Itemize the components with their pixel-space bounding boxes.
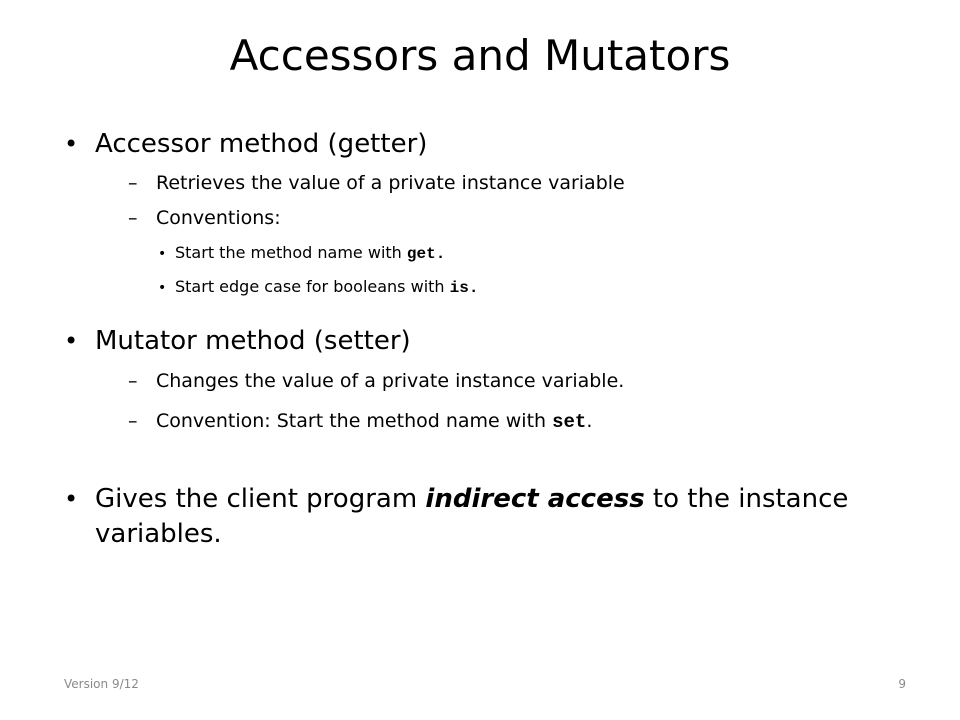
dash-marker: – bbox=[128, 207, 138, 229]
bullet-accessor bbox=[64, 127, 924, 162]
sub-bullet-text bbox=[156, 408, 928, 435]
text-run: Start edge case for booleans with bbox=[175, 277, 450, 296]
bullet-marker: • bbox=[64, 327, 79, 355]
sub-bullet-changes bbox=[128, 368, 928, 394]
text-run: Gives the client program bbox=[95, 484, 426, 514]
text-run: Convention: Start the method name with bbox=[156, 410, 553, 432]
sub-bullet-text: Changes the value of a private instance variable. bbox=[156, 370, 625, 392]
bullet-text: Accessor method (getter) bbox=[95, 129, 428, 159]
footer-version: Version 9/12 bbox=[64, 677, 139, 691]
sub-bullet-retrieves bbox=[128, 170, 928, 196]
dash-marker: – bbox=[128, 370, 138, 392]
text-run: Start the method name with bbox=[175, 243, 407, 262]
text-run: . bbox=[586, 410, 593, 432]
dash-marker: – bbox=[128, 410, 138, 432]
bullet-marker: • bbox=[158, 246, 167, 262]
bullet-indirect-access bbox=[64, 482, 924, 552]
sub-bullet-text: Conventions: bbox=[156, 207, 281, 229]
text-run: to the instance variables. bbox=[95, 484, 849, 549]
code-set: set bbox=[552, 411, 587, 433]
sub-sub-bullet-text bbox=[175, 276, 918, 299]
code-is: is. bbox=[449, 279, 479, 297]
emphasis-indirect-access: indirect access bbox=[425, 484, 645, 514]
bullet-text: Mutator method (setter) bbox=[95, 326, 411, 356]
sub-sub-bullet-text bbox=[175, 242, 918, 265]
sub-bullet-conventions bbox=[128, 205, 928, 231]
footer-page-number: 9 bbox=[898, 677, 906, 691]
dash-marker: – bbox=[128, 172, 138, 194]
bullet-mutator bbox=[64, 324, 924, 359]
bullet-marker: • bbox=[64, 485, 79, 513]
sub-sub-bullet-get bbox=[158, 242, 918, 265]
bullet-marker: • bbox=[64, 130, 79, 158]
sub-sub-bullet-is bbox=[158, 276, 918, 299]
slide-title: Accessors and Mutators bbox=[229, 31, 731, 80]
sub-bullet-text: Retrieves the value of a private instance variable bbox=[156, 172, 625, 194]
code-get: get. bbox=[406, 245, 446, 263]
sub-bullet-convention-set bbox=[128, 408, 928, 435]
bullet-marker: • bbox=[158, 280, 167, 296]
bullet-text bbox=[95, 482, 924, 552]
